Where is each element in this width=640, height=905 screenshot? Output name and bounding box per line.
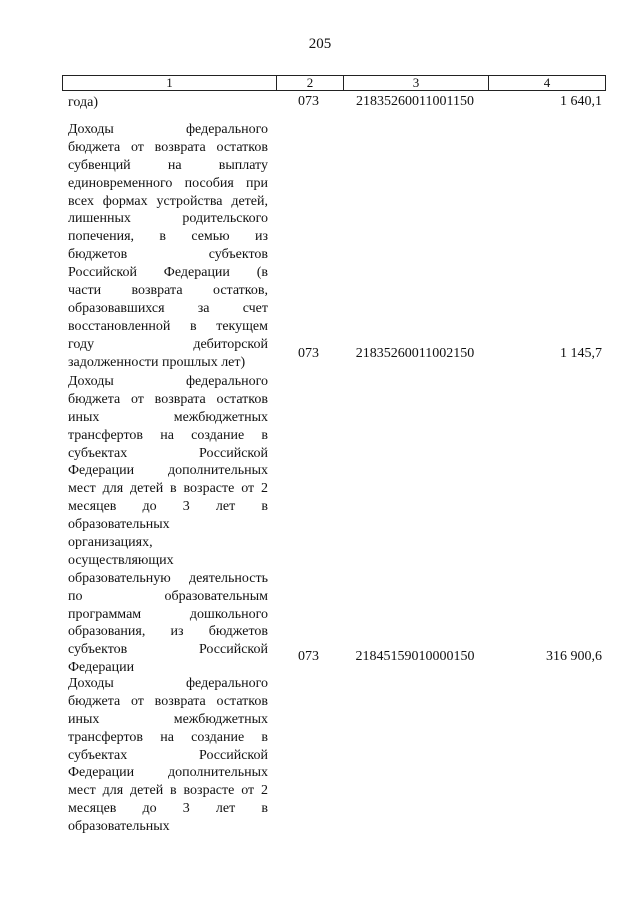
description-line: субвенций на выплату [68,157,268,173]
description-line: году дебиторской [68,336,268,352]
description-line: месяцев до 3 лет в [68,499,268,515]
description-line: бюджета от возврата остатков [68,139,268,155]
description-line: месяцев до 3 лет в [68,801,268,817]
description-line: всех формах устройства детей, [68,193,268,209]
row-description [68,675,268,836]
header-col-3: 3 [344,76,489,90]
description-line: образовательных [68,517,170,533]
page-number: 205 [308,36,332,52]
description-line: бюджетов субъектов [68,247,268,263]
description-line: бюджета от возврата остатков [68,391,268,407]
description-line: единовременного пособия при [68,175,268,191]
header-col-1: 1 [63,76,277,90]
row-code: 073 [298,346,319,361]
description-line: Доходы федерального [68,676,268,691]
description-line: образовательную деятельность [68,570,268,586]
description-line: восстановленной в текущем [68,318,268,334]
row-kbk: 21845159010000150 [355,649,475,664]
row-description [68,94,268,112]
description-line: иных межбюджетных [68,409,268,425]
row-amount: 1 145,7 [560,346,602,361]
description-line: трансфертов на создание в [68,427,268,443]
description-line: по образовательным [68,588,268,604]
description-line: образования, из бюджетов [68,624,268,640]
description-line: Федерации дополнительных [68,765,268,781]
description-line: субъектах Российской [68,747,268,763]
description-line: программам дошкольного [68,606,268,622]
row-code: 073 [298,94,319,109]
description-line: Федерации [68,660,135,676]
description-line: субъектов Российской [68,642,268,658]
description-line: образовавшихся за счет [68,300,268,316]
description-line: мест для детей в возрасте от 2 [68,783,268,799]
description-line: Российской Федерации (в [68,265,268,281]
header-col-4: 4 [543,75,551,90]
description-line: организациях, [68,535,153,551]
description-line: образовательных [68,819,170,835]
description-line: осуществляющих [68,552,174,568]
header-col-2: 2 [277,76,344,90]
row-description [68,373,268,677]
table-header [62,75,606,91]
description-line: лишенных родительского [68,211,268,227]
description-line: субъектах Российской [68,445,268,461]
description-line: трансфертов на создание в [68,729,268,745]
description-line: Доходы федерального [68,374,268,389]
row-amount: 1 640,1 [560,94,602,109]
row-kbk: 21835260011002150 [355,346,475,361]
description-line: иных межбюджетных [68,711,268,727]
description-line: части возврата остатков, [68,283,268,299]
row-code: 073 [298,649,319,664]
row-amount: 316 900,6 [546,649,602,664]
description-line: бюджета от возврата остатков [68,693,268,709]
description-line: Доходы федерального [68,122,268,137]
description-line: Федерации дополнительных [68,463,268,479]
row-description [68,121,268,371]
description-line: мест для детей в возрасте от 2 [68,481,268,497]
description-line: года) [68,95,98,110]
description-line: попечения, в семью из [68,229,268,245]
row-kbk: 21835260011001150 [356,94,474,109]
description-line: задолженности прошлых лет) [68,354,246,370]
